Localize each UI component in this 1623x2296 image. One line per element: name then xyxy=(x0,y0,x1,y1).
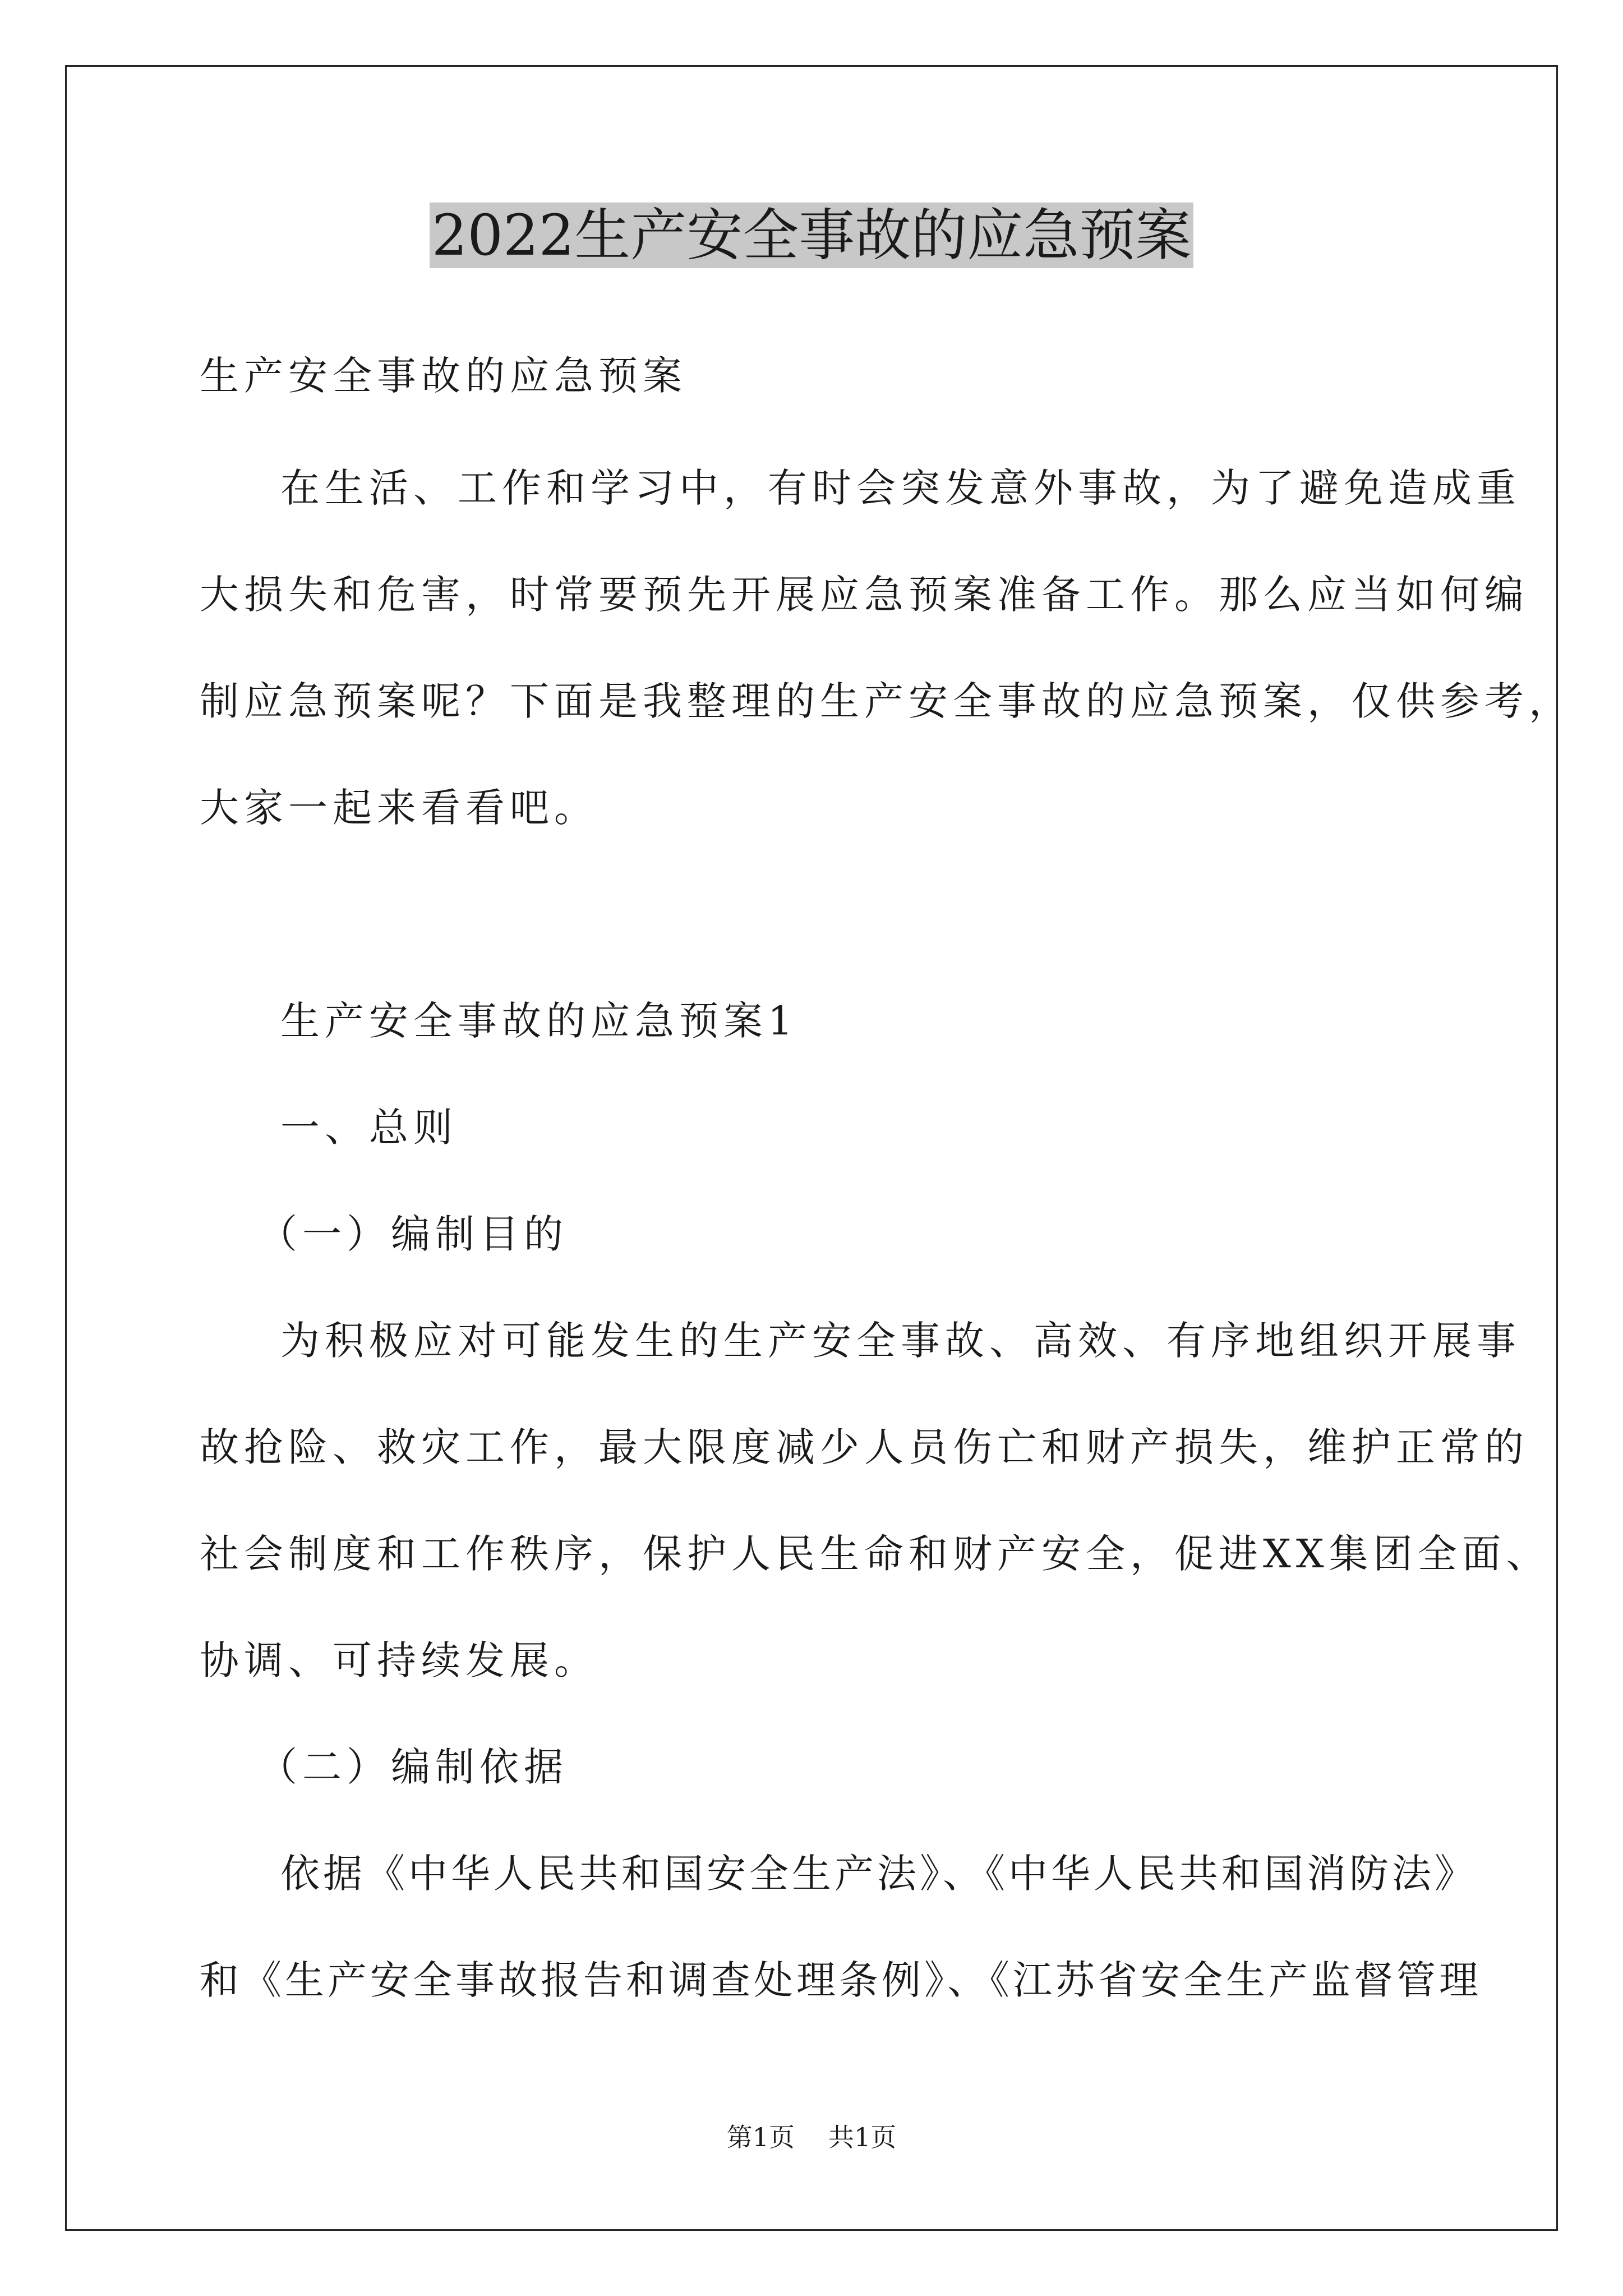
item1-line-1: 为积极应对可能发生的生产安全事故、高效、有序地组织开展事 xyxy=(280,1318,1521,1364)
item2-line-2: 和《生产安全事故报告和调查处理条例》、《江苏省安全生产监督管理 xyxy=(200,1957,1482,2003)
item1-line-4: 协调、可持续发展。 xyxy=(200,1637,598,1683)
item1-line-2: 故抢险、救灾工作，最大限度减少人员伤亡和财产损失，维护正常的 xyxy=(200,1424,1529,1470)
item1-line-3: 社会制度和工作秩序，保护人民生命和财产安全，促进XX集团全面、 xyxy=(200,1531,1551,1577)
page-number-current: 第1页 xyxy=(726,2122,795,2152)
intro-line-2: 大损失和危害，时常要预先开展应急预案准备工作。那么应当如何编 xyxy=(200,572,1529,618)
intro-line-1: 在生活、工作和学习中，有时会突发意外事故，为了避免造成重 xyxy=(280,465,1521,511)
section-heading: 生产安全事故的应急预案1 xyxy=(280,998,798,1044)
document-title xyxy=(0,196,1623,275)
item2-line-1: 依据《中华人民共和国安全生产法》、《中华人民共和国消防法》 xyxy=(280,1851,1477,1897)
page-number-total: 共1页 xyxy=(828,2122,897,2152)
document-subtitle: 生产安全事故的应急预案 xyxy=(200,353,687,399)
document-title-text: 2022生产安全事故的应急预案 xyxy=(430,203,1194,268)
page-footer xyxy=(0,2120,1623,2154)
item2-heading: （二）编制依据 xyxy=(258,1744,568,1790)
intro-line-3: 制应急预案呢？下面是我整理的生产安全事故的应急预案，仅供参考， xyxy=(200,678,1573,724)
item1-heading: （一）编制目的 xyxy=(258,1211,568,1257)
chapter-heading: 一、总则 xyxy=(280,1105,458,1151)
intro-line-4: 大家一起来看看吧。 xyxy=(200,785,598,831)
